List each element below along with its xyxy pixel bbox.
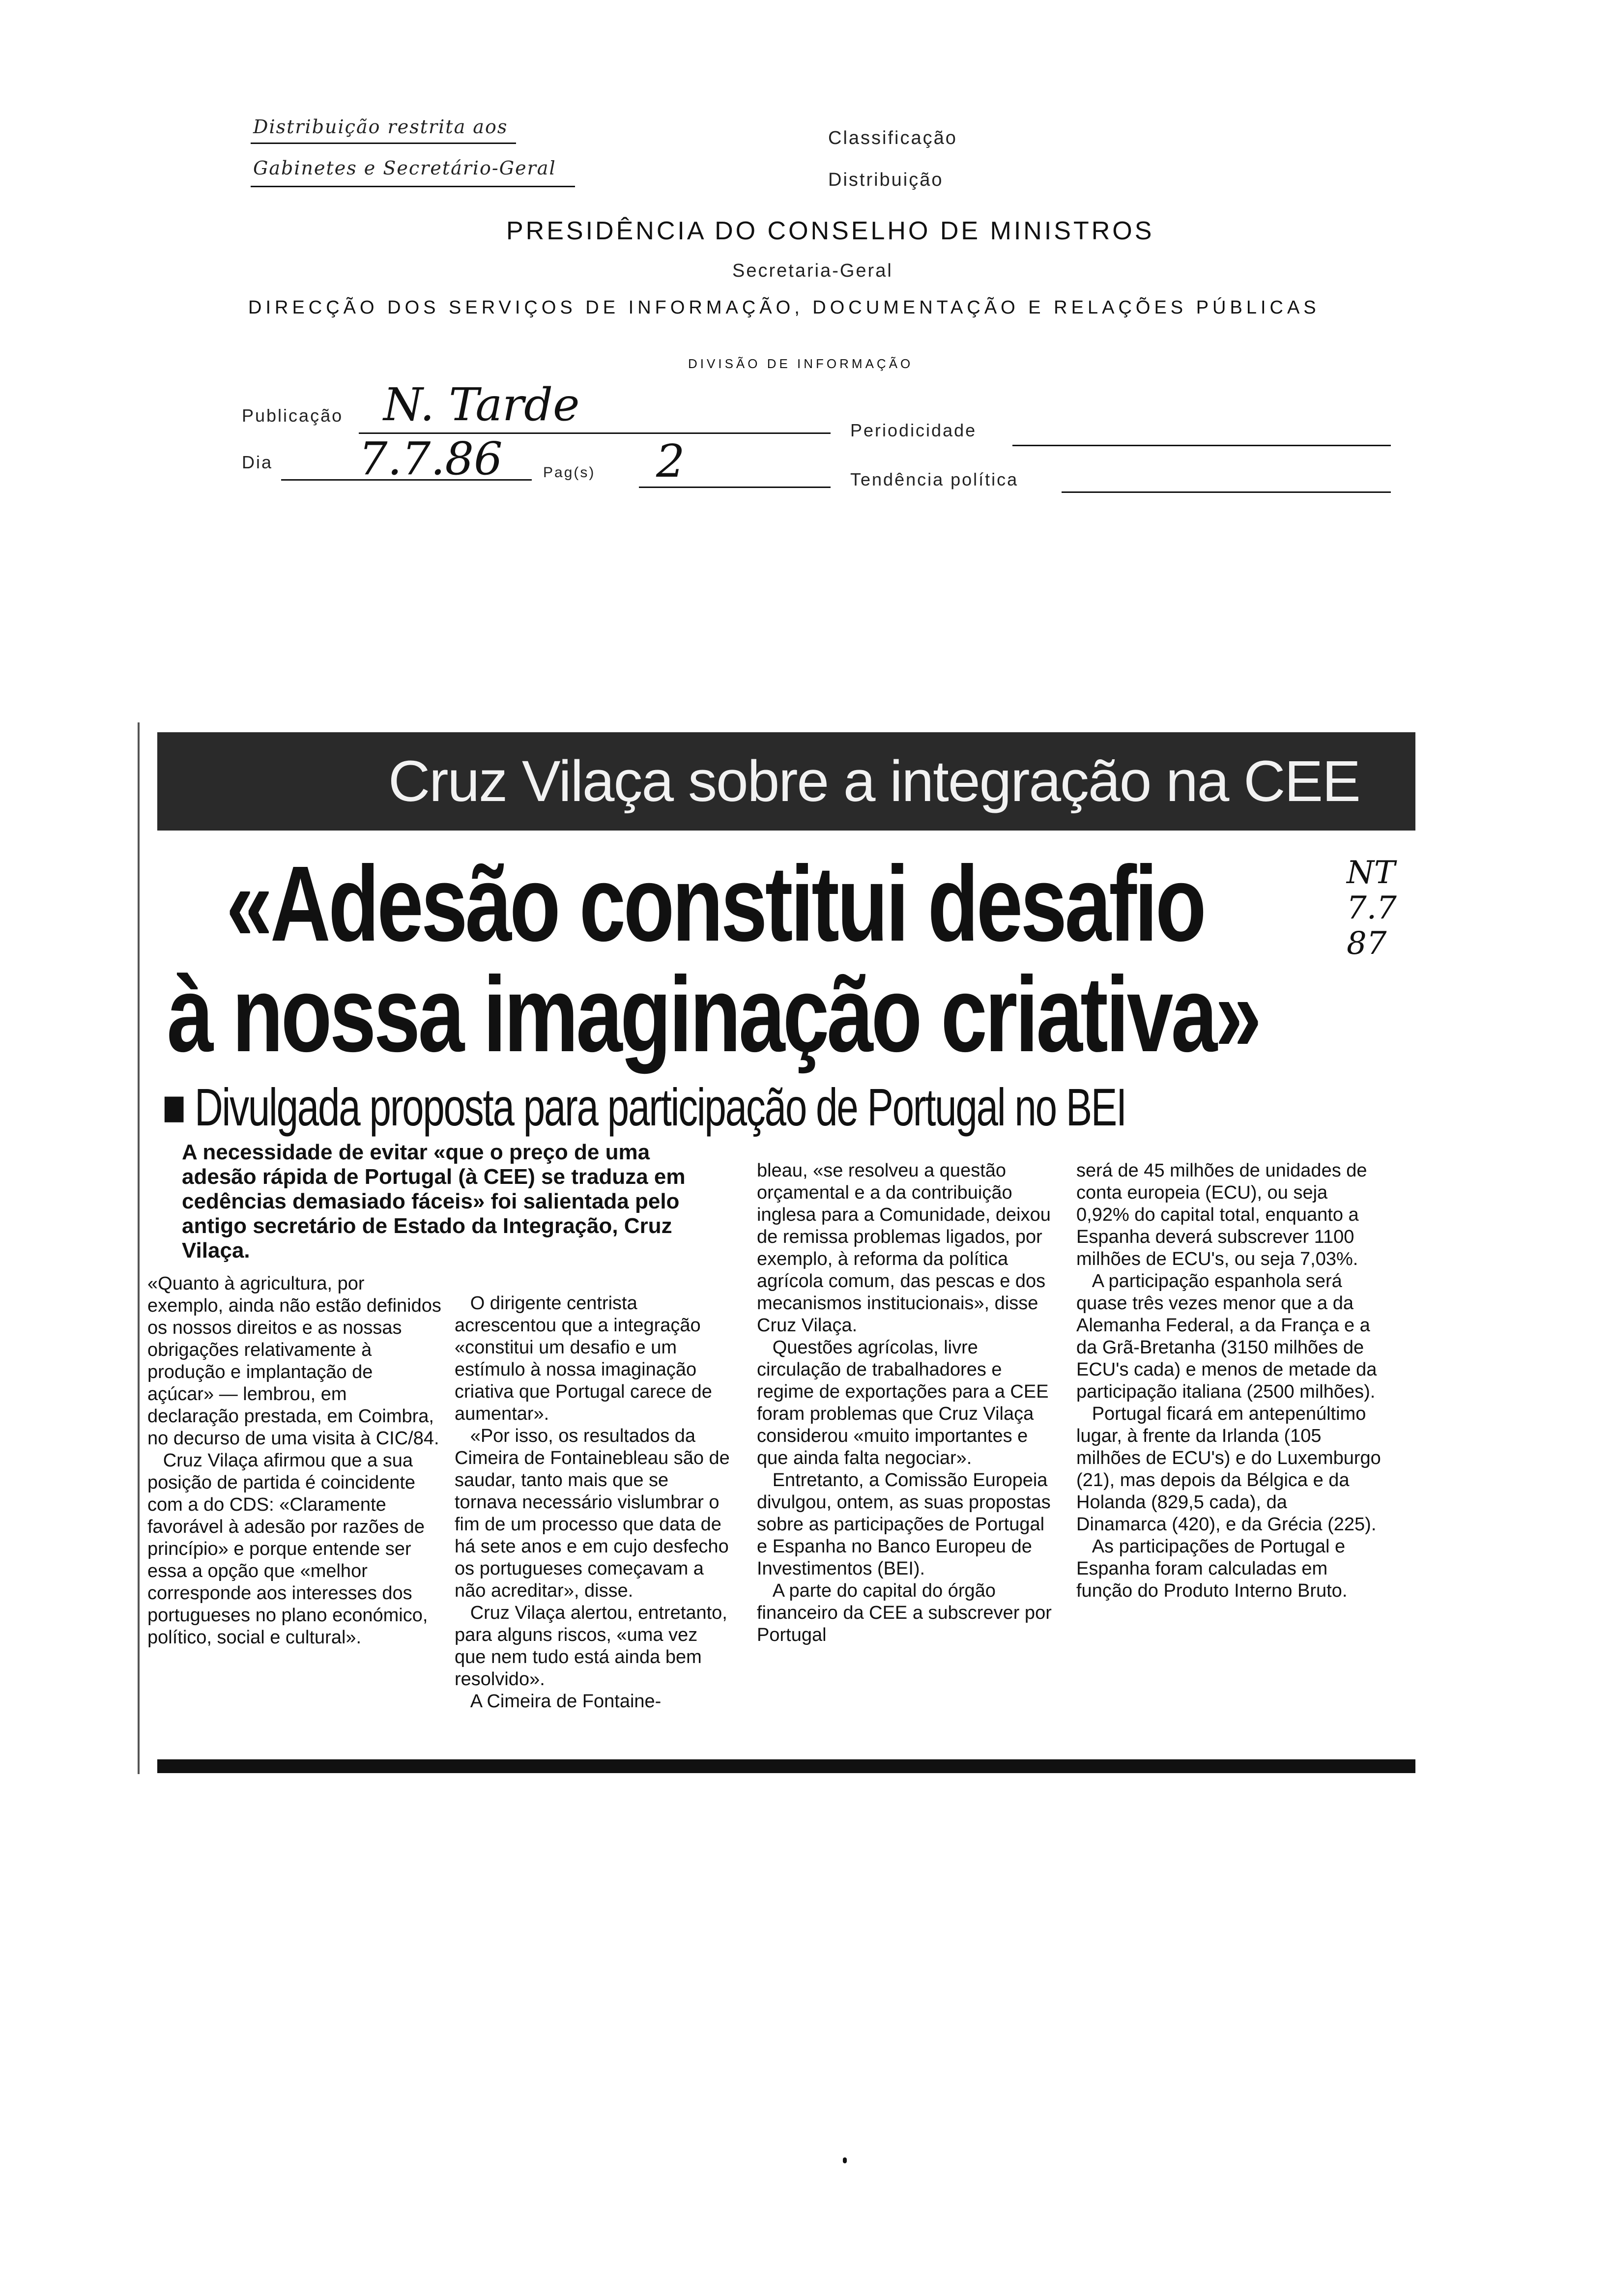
headline-line1: «Adesão constitui desafio	[226, 844, 1205, 964]
direccao-servicos: DIRECÇÃO DOS SERVIÇOS DE INFORMAÇÃO, DOCUMENTAÇÃO E RELAÇÕES PÚBLICAS	[248, 297, 1320, 318]
dia-label: Dia	[242, 452, 273, 472]
restricted-distribution-line2: Gabinetes e Secretário-Geral	[253, 157, 556, 179]
classificacao-label: Classificação	[828, 128, 957, 148]
article-banner	[157, 732, 1415, 831]
pags-line	[639, 487, 831, 488]
restricted-underline-2	[251, 186, 575, 187]
clipping-left-edge	[138, 722, 140, 1774]
article-column-2: O dirigente centrista acrescentou que a integração «constitui um desafio e um estímulo à nossa imaginação criativa que Portugal carece de aumentar». «Por isso, os resultados da Cimeira de Fontainebleau são de saudar, tanto mais que se tornava necessário vislumbrar o fim de um processo que data de há sete anos e em cujo desfecho os portugueses começavam a não acreditar», disse. Cruz Vilaça alertou, entretanto, para alguns riscos, «uma vez que nem tudo está ainda bem resolvido». A Cimeira de Fontaine-	[455, 1293, 730, 1712]
margin-handwritten-note: NT 7.7 87	[1347, 855, 1397, 962]
presidencia-title: PRESIDÊNCIA DO CONSELHO DE MINISTROS	[506, 217, 1154, 245]
article-column-3: bleau, «se resolveu a questão orçamental e a da contribuição inglesa para a Comunidade, deixou de remissa problemas ligados, por exemplo, à reforma da política agrícola comum, das pescas e dos mecanismos institucionais», disse Cruz Vilaça. Questões agrícolas, livre circulação de trabalhadores e regime de exportações para a CEE foram problemas que Cruz Vilaça considerou «muito importantes e que ainda falta negociar». Entretanto, a Comissão Europeia divulgou, ontem, as suas propostas sobre as participações de Portugal e Espanha no Banco Europeu de Investimentos (BEI). A parte do capital do órgão financeiro da CEE a subscrever por Portugal	[757, 1160, 1052, 1645]
restricted-underline-1	[251, 143, 516, 144]
tendencia-line	[1062, 491, 1391, 493]
divisao-informacao: DIVISÃO DE INFORMAÇÃO	[688, 356, 914, 371]
scan-speck	[843, 2157, 847, 2163]
article-column-1: «Quanto à agricultura, por exemplo, ainda não estão definidos os nossos direitos e as nossas obrigações relativamente à produção e implantação de açúcar» — lembrou, em declaração prestada, em Coimbra, no decurso de uma visita à CIC/84. Cruz Vilaça afirmou que a sua posição de partida é coincidente com a do CDS: «Claramente favorável à adesão por razões de princípio» e porque entende ser essa a opção que «melhor corresponde aos interesses dos portugueses no plano económico, político, social e cultural».	[147, 1273, 441, 1648]
banner-text: Cruz Vilaça sobre a integração na CEE	[388, 749, 1360, 814]
headline-line2: à nossa imaginação criativa»	[167, 955, 1260, 1074]
distribuicao-label: Distribuição	[828, 170, 944, 190]
restricted-distribution-line1: Distribuição restrita aos	[253, 116, 508, 138]
publicacao-label: Publicação	[242, 405, 344, 426]
clipping	[138, 722, 1425, 1784]
article-lead: A necessidade de evitar «que o preço de uma adesão rápida de Portugal (à CEE) se traduza em cedências demasiado fáceis» foi salientada pelo antigo secretário de Estado da Integração, Cruz Vilaça.	[182, 1140, 691, 1263]
dia-value: 7.7.86	[359, 432, 503, 485]
article-column-4: será de 45 milhões de unidades de conta europeia (ECU), ou seja 0,92% do capital total, enquanto a Espanha deverá subscrever 1100 milhões de ECU's, ou seja 7,03%. A participação espanhola será quase três vezes menor que a da Alemanha Federal, a da França e a da Grã-Bretanha (3150 milhões de ECU's cada) e menos de metade da participação italiana (2500 milhões). Portugal ficará em antepenúltimo lugar, à frente da Irlanda (105 milhões de ECU's) e do Luxemburgo (21), mas depois da Bélgica e da Holanda (829,5 cada), da Dinamarca (420), e da Grécia (225). As participações de Portugal e Espanha foram calculadas em função do Produto Interno Bruto.	[1076, 1160, 1381, 1601]
publicacao-value: N. Tarde	[383, 378, 580, 431]
pags-label: Pag(s)	[543, 464, 596, 481]
periodicidade-line	[1012, 445, 1391, 446]
secretaria-geral: Secretaria-Geral	[732, 260, 893, 281]
clipping-bottom-rule	[157, 1759, 1415, 1773]
pags-value: 2	[656, 435, 685, 488]
periodicidade-label: Periodicidade	[850, 420, 977, 440]
article-subhead: ■ Divulgada proposta para participação de Portugal no BEI	[162, 1077, 1126, 1137]
tendencia-label: Tendência política	[850, 469, 1019, 489]
